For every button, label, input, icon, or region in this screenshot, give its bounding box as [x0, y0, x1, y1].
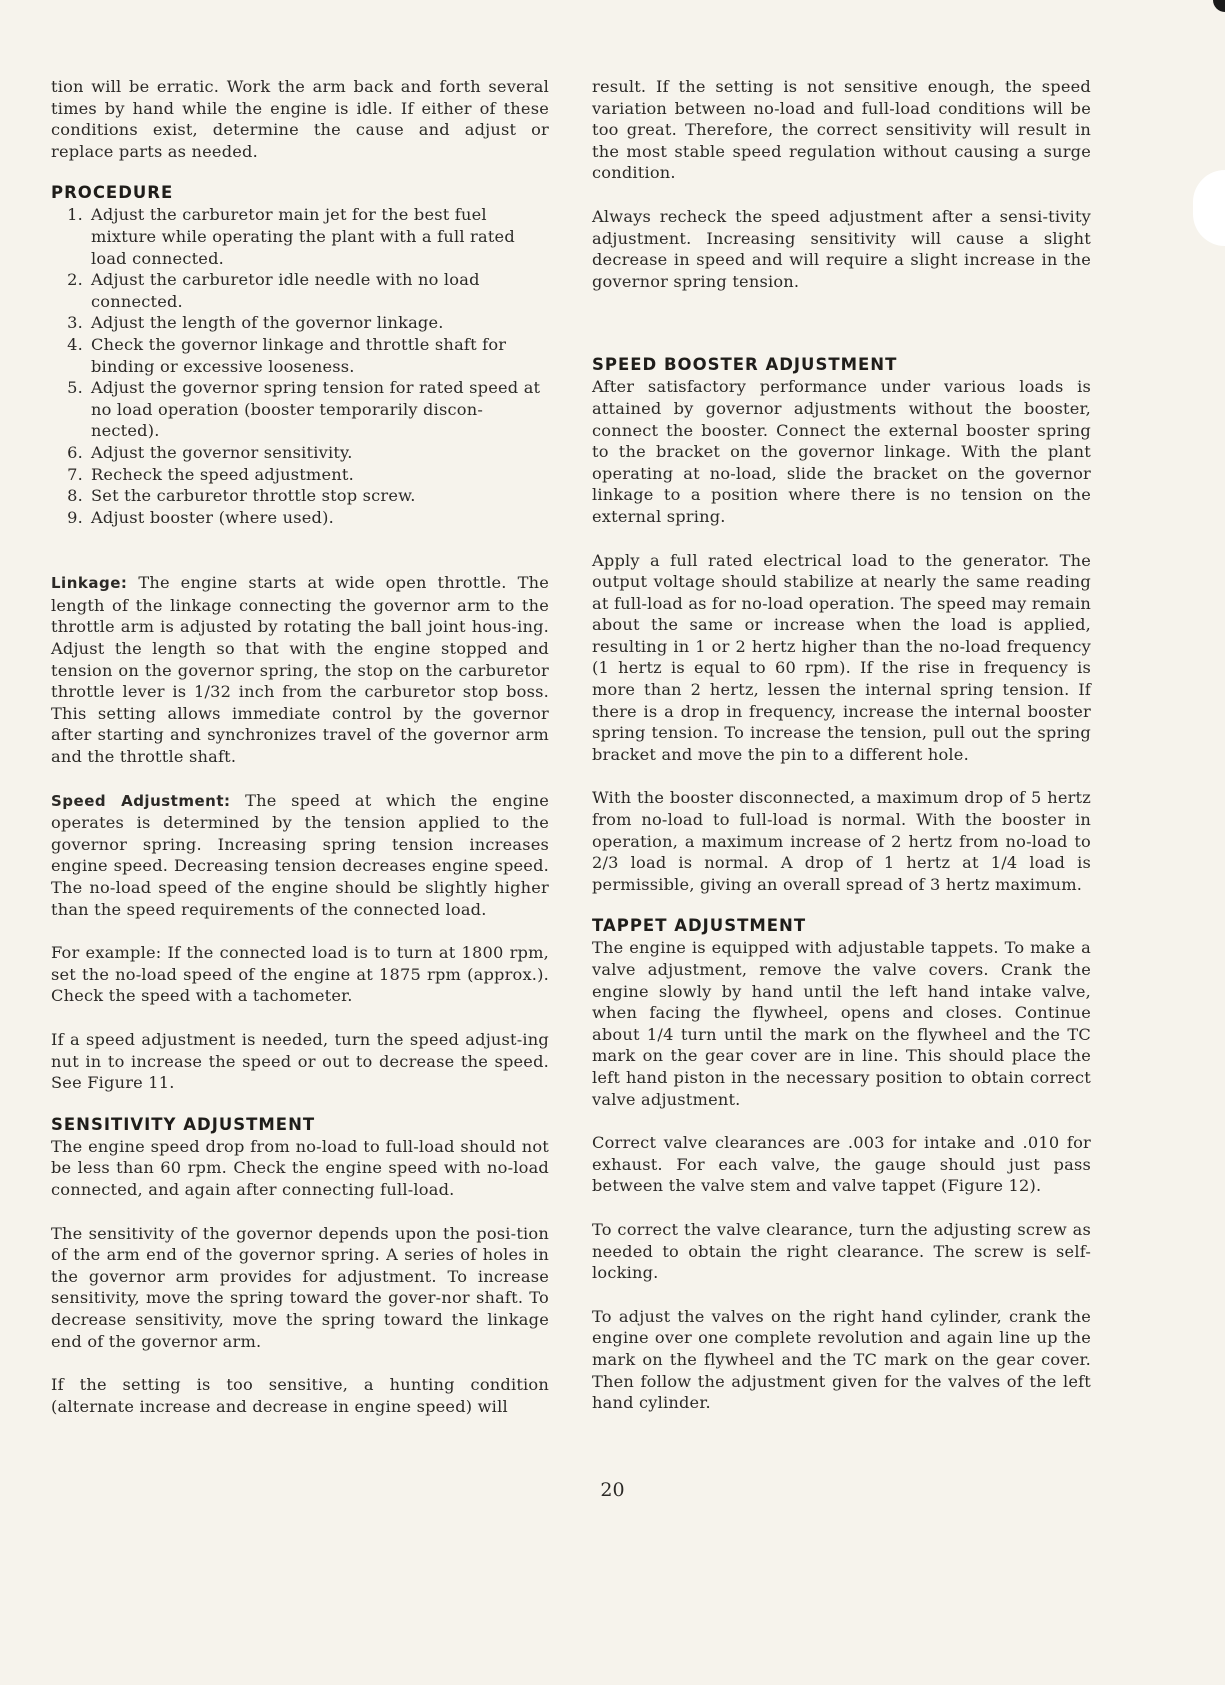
speed-adjustment-text: The speed at which the engine operates is determined by the tension applied to the governor spring. Increasing spring tension increases engine speed. Decreasing tension decreases engine speed. The no-load speed of the engine should be slightly higher than the speed requirements of the connected load. [51, 790, 550, 919]
procedure-step-number: 3. [67, 313, 83, 333]
procedure-step-number: 2. [67, 270, 83, 290]
adjusting-nut-paragraph: If a speed adjustment is needed, turn the speed adjust-ing nut in to increase the speed or out to decrease the speed. See Figure 11. [51, 1029, 549, 1093]
procedure-step-text: Adjust the carburetor main jet for the best fuel mixture while operating the plant with a full rated load connected. [91, 205, 515, 268]
speed-adjustment-paragraph [51, 790, 549, 921]
procedure-step [51, 377, 549, 442]
procedure-step [51, 269, 549, 312]
procedure-step-text: Adjust the governor sensitivity. [91, 442, 353, 462]
procedure-step-number: 9. [67, 507, 83, 527]
procedure-step-number: 4. [67, 334, 83, 354]
intro-paragraph: tion will be erratic. Work the arm back and forth several times by hand while the engine is idle. If either of these conditions exist, determine the cause and adjust or replace parts as needed. [51, 77, 549, 161]
procedure-step-number: 7. [67, 464, 83, 484]
recheck-paragraph: Always recheck the speed adjustment after a sensi-tivity adjustment. Increasing sensitivity will cause a slight decrease in speed and will require a slight increase in the governor spring tension. [592, 206, 1091, 291]
procedure-step-text: Adjust booster (where used). [91, 507, 334, 527]
linkage-text: The engine starts at wide open throttle. The length of the linkage connecting the governor arm to the throttle arm is adjusted by rotating the ball joint hous-ing. Adjust the length so that with the engine stopped and tension on the governor spring, the stop on the carburetor throttle lever is 1/32 inch from the carburetor stop boss. This setting allows immediate control by the governor after starting and synchronizes travel of the governor arm and the throttle shaft. [51, 573, 549, 767]
punch-hole [1193, 170, 1225, 246]
procedure-list [51, 204, 549, 528]
procedure-step-number: 6. [67, 442, 83, 462]
scan-edge-mark [1213, 0, 1225, 12]
booster-paragraph-1: After satisfactory performance under various loads is attained by governor adjustments without the booster, connect the booster. Connect the external booster spring to the bracket on the governor linkage. With the plant operating at no-load, slide the bracket on the governor linkage to a position where there is no tension on the external spring. [592, 377, 1091, 526]
linkage-paragraph [51, 572, 549, 767]
result-paragraph: result. If the setting is not sensitive enough, the speed variation between no-load and full-load conditions will be too great. Therefore, the correct sensitivity will result in the most stable speed regulation without causing a surge condition. [592, 77, 1091, 183]
procedure-step [51, 312, 549, 334]
procedure-step-text: Adjust the carburetor idle needle with no load connected. [91, 270, 480, 311]
page-number: 20 [600, 1479, 625, 1501]
procedure-step-number: 1. [67, 205, 83, 225]
procedure-step-text: Recheck the speed adjustment. [91, 464, 354, 484]
procedure-step [51, 507, 549, 529]
tappet-heading: TAPPET ADJUSTMENT [592, 916, 807, 936]
procedure-step-text: Adjust the length of the governor linkage. [91, 313, 444, 333]
linkage-label: Linkage: [51, 574, 128, 593]
example-paragraph: For example: If the connected load is to turn at 1800 rpm, set the no-load speed of the engine at 1875 rpm (approx.). Check the speed with a tachometer. [51, 943, 549, 1006]
left-column [51, 76, 549, 1417]
sensitivity-paragraph-2: The sensitivity of the governor depends upon the posi-tion of the arm end of the governor spring. A series of holes in the governor arm provides for adjustment. To increase sensitivity, move the spring toward the gover-nor shaft. To decrease sensitivity, move the spring toward the linkage end of the governor arm. [51, 1223, 549, 1351]
procedure-step-text: Check the governor linkage and throttle shaft for binding or excessive looseness. [91, 334, 507, 376]
procedure-step-number: 8. [67, 486, 83, 506]
booster-paragraph-2: Apply a full rated electrical load to the generator. The output voltage should stabilize at nearly the same reading at full-load as for no-load operation. The speed may remain about the same or increase when the load is applied, resulting in 1 or 2 hertz higher than the no-load frequency (1 hertz is equal to 60 rpm). If the rise in frequency is more than 2 hertz, lessen the internal spring tension. If there is a drop in frequency, increase the internal booster spring tension. To increase the tension, pull out the spring bracket and move the pin to a different hole. [592, 550, 1091, 764]
procedure-step [51, 464, 549, 486]
tappet-paragraph-2: Correct valve clearances are .003 for intake and .010 for exhaust. For each valve, the gauge should just pass between the valve stem and valve tappet (Figure 12). [592, 1133, 1091, 1196]
procedure-step [51, 485, 549, 507]
procedure-step-text: Set the carburetor throttle stop screw. [91, 486, 416, 506]
procedure-step [51, 442, 549, 464]
sensitivity-paragraph-1: The engine speed drop from no-load to full-load should not be less than 60 rpm. Check the engine speed with no-load connected, and again after connecting full-load. [51, 1136, 549, 1199]
procedure-step [51, 204, 549, 269]
sensitivity-paragraph-3: If the setting is too sensitive, a hunting condition (alternate increase and decrease in engine speed) will [51, 1375, 549, 1416]
procedure-step-number: 5. [67, 378, 83, 398]
tappet-paragraph-4: To adjust the valves on the right hand cylinder, crank the engine over one complete revolution and again line up the mark on the flywheel and the TC mark on the gear cover. Then follow the adjustment given for the valves of the left hand cylinder. [592, 1306, 1091, 1413]
procedure-step-text: Adjust the governor spring tension for rated speed at no load operation (booster temporarily discon-nected). [91, 378, 541, 441]
booster-paragraph-3: With the booster disconnected, a maximum drop of 5 hertz from no-load to full-load is normal. With the booster in operation, a maximum increase of 2 hertz from no-load to 2/3 load is normal. A drop of 1 hertz at 1/4 load is permissible, giving an overall spread of 3 hertz maximum. [592, 788, 1091, 894]
procedure-heading: PROCEDURE [51, 183, 174, 203]
booster-heading: SPEED BOOSTER ADJUSTMENT [592, 355, 898, 375]
procedure-step [51, 334, 549, 377]
tappet-paragraph-3: To correct the valve clearance, turn the adjusting screw as needed to obtain the right clearance. The screw is self-locking. [592, 1219, 1091, 1283]
sensitivity-heading: SENSITIVITY ADJUSTMENT [51, 1114, 316, 1134]
speed-adjustment-label: Speed Adjustment: [51, 791, 231, 810]
tappet-paragraph-1: The engine is equipped with adjustable tappets. To make a valve adjustment, remove the valve covers. Crank the engine slowly by hand until the left hand intake valve, when facing the flywheel, opens and closes. Continue about 1/4 turn until the mark on the flywheel and the TC mark on the gear cover are in line. This should place the left hand piston in the necessary position to obtain correct valve adjustment. [592, 938, 1091, 1109]
right-column [592, 76, 1091, 1414]
